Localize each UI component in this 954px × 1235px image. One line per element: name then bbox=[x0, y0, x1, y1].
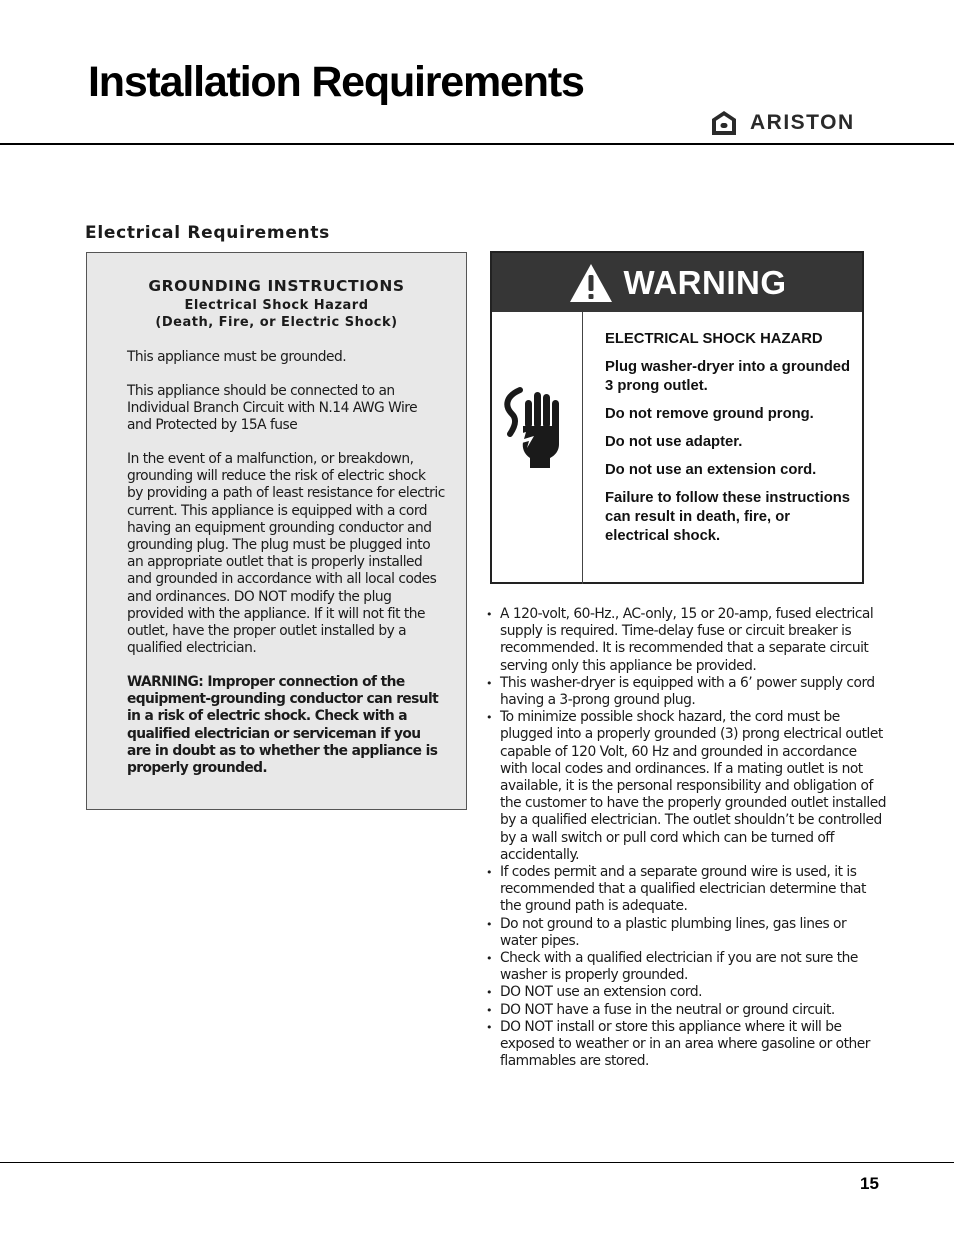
grounding-instructions-box bbox=[86, 252, 467, 810]
grounding-subheading-2: (Death, Fire, or Electric Shock) bbox=[155, 315, 398, 330]
warning-title: WARNING bbox=[623, 263, 787, 301]
warning-line-adapter: Do not use adapter. bbox=[605, 434, 743, 450]
list-item: • DO NOT use an extension cord. bbox=[486, 984, 886, 1001]
warning-header bbox=[492, 253, 862, 312]
brand-logo bbox=[710, 109, 855, 137]
warning-line-failure: Failure to follow these instructions can result in death, fire, or electrical shock. bbox=[605, 490, 850, 544]
warning-box bbox=[490, 251, 864, 584]
list-item: • DO NOT have a fuse in the neutral or ground circuit. bbox=[486, 1002, 886, 1019]
brand-name: ARISTON bbox=[750, 111, 855, 134]
page-number: 15 bbox=[860, 1174, 879, 1193]
list-item: • Do not ground to a plastic plumbing lines, gas lines or water pipes. bbox=[486, 916, 886, 950]
warning-line-ground-prong: Do not remove ground prong. bbox=[605, 406, 814, 422]
grounding-warning-text: WARNING: Improper connection of the equipment-grounding conductor can result in a risk of electric shock. Check with a qualified electrician or serviceman if you are in doubt as to whether the appliance is properly grounded. bbox=[127, 674, 439, 777]
list-item: • To minimize possible shock hazard, the cord must be plugged into a properly grounded (3) prong electrical outlet capable of 120 Volt, 60 Hz and grounded in accordance with local codes and ordinances. If a mating outlet is not available, it is the personal responsibility and obligation of the customer to have the properly grounded outlet installed by a qualified electrician. The outlet shouldn’t be controlled by a wall switch or pull cord which can be turned off accidentally. bbox=[486, 709, 886, 864]
warning-divider bbox=[582, 312, 583, 584]
grounding-heading: GROUNDING INSTRUCTIONS bbox=[148, 277, 405, 295]
warning-line-plug: Plug washer-dryer into a grounded 3 prong outlet. bbox=[605, 359, 851, 394]
grounding-subheading: Electrical Shock Hazard bbox=[184, 298, 369, 313]
grounding-paragraph-1: This appliance must be grounded. bbox=[127, 349, 347, 365]
list-item: • DO NOT install or store this appliance where it will be exposed to weather or in an area where gasoline or other flammables are stored. bbox=[486, 1019, 886, 1071]
warning-triangle-icon bbox=[568, 262, 614, 304]
section-title: Electrical Requirements bbox=[85, 223, 331, 243]
grounding-paragraph-2: This appliance should be connected to an Individual Branch Circuit with N.14 AWG Wire and Protected by 15A fuse bbox=[127, 383, 418, 434]
list-item: • This washer-dryer is equipped with a 6’ power supply cord having a 3-prong ground plug. bbox=[486, 675, 886, 709]
list-item: • Check with a qualified electrician if you are not sure the washer is properly grounded. bbox=[486, 950, 886, 984]
list-item: • A 120-volt, 60-Hz., AC-only, 15 or 20-amp, fused electrical supply is required. Time-delay fuse or circuit breaker is recommended. It is recommended that a separate circuit serving only this appliance be provided. bbox=[486, 606, 886, 675]
list-item: • If codes permit and a separate ground wire is used, it is recommended that a qualified electrician determine that the ground path is adequate. bbox=[486, 864, 886, 916]
footer-divider bbox=[0, 1162, 954, 1163]
warning-line-extension-cord: Do not use an extension cord. bbox=[605, 462, 817, 478]
electric-shock-hand-icon bbox=[500, 386, 566, 470]
header-divider bbox=[0, 143, 954, 145]
house-logo-icon bbox=[710, 109, 738, 137]
electrical-requirements-list bbox=[486, 606, 886, 1070]
page-title: Installation Requirements bbox=[88, 58, 584, 106]
grounding-paragraph-3: In the event of a malfunction, or breakdown, grounding will reduce the risk of electric shock by providing a path of least resistance for electric current. This appliance is equipped with a cord having an equipment grounding conductor and grounding plug. The plug must be plugged into an appropriate outlet that is properly installed and grounded in accordance with all local codes and ordinances. DO NOT modify the plug provided with the appliance. If it will not fit the outlet, have the proper outlet installed by a qualified electrician. bbox=[127, 451, 445, 657]
warning-line-hazard: ELECTRICAL SHOCK HAZARD bbox=[605, 331, 823, 347]
